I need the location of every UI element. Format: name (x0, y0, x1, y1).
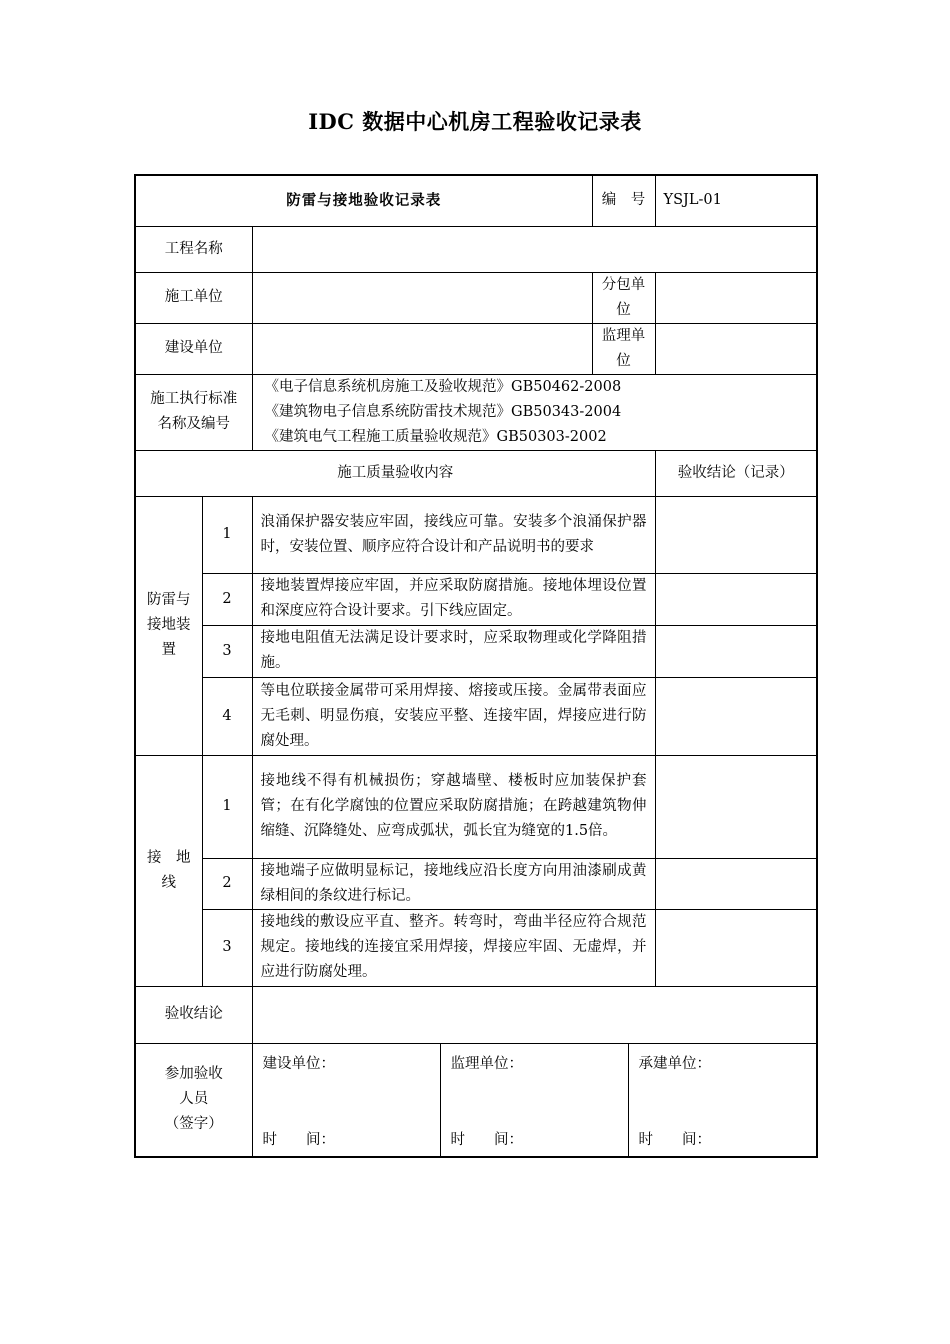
item-conclusion-field[interactable] (655, 573, 817, 625)
item-number: 2 (202, 858, 252, 909)
section-name-line: 线 (161, 874, 176, 891)
item-number: 1 (202, 755, 252, 858)
section-name-line: 置 (161, 642, 176, 658)
item-conclusion-field[interactable] (655, 625, 817, 677)
signature-unit-label: 建设单位： (262, 1055, 335, 1072)
standard-item: 《建筑电气工程施工质量验收规范》GB50303-2002 (264, 428, 607, 445)
signature-unit-label: 承建单位： (638, 1055, 711, 1072)
owner-field[interactable] (252, 323, 592, 374)
inspection-form-table (134, 174, 818, 1158)
signature-block[interactable] (441, 1044, 629, 1156)
item-conclusion-field[interactable] (655, 909, 817, 986)
item-conclusion-field[interactable] (655, 755, 817, 858)
standard-label-line: 名称及编号 (157, 416, 230, 432)
item-number: 3 (202, 625, 252, 677)
signature-time-label: 时 间： (262, 1131, 335, 1148)
item-conclusion-field[interactable] (655, 677, 817, 755)
signature-unit-label: 监理单位： (450, 1055, 523, 1072)
project-name-field[interactable] (252, 226, 817, 272)
subcontractor-label: 分包单位 (592, 272, 655, 323)
item-text: 接地端子应做明显标记，接地线应沿长度方向用油漆刷成黄绿相间的条纹进行标记。 (252, 858, 655, 909)
standard-label (135, 374, 252, 450)
section-name-line: 接 地 (147, 849, 191, 866)
standard-item: 《电子信息系统机房施工及验收规范》GB50462-2008 (264, 378, 622, 395)
subcontractor-field[interactable] (655, 272, 817, 323)
contractor-field[interactable] (252, 272, 592, 323)
standard-label-line: 施工执行标准 (150, 391, 238, 407)
item-text: 接地电阻值无法满足设计要求时，应采取物理或化学降阻措施。 (252, 625, 655, 677)
document-title: IDC 数据中心机房工程验收记录表 (308, 109, 642, 134)
final-conclusion-label: 验收结论 (135, 986, 252, 1043)
number-value[interactable]: YSJL-01 (655, 175, 817, 226)
standards-list (252, 374, 817, 450)
conclusion-header: 验收结论（记录） (655, 450, 817, 496)
section-name-line: 接地装 (147, 617, 191, 633)
item-text: 接地装置焊接应牢固，并应采取防腐措施。接地体埋设位置和深度应符合设计要求。引下线应固定。 (252, 573, 655, 625)
item-text: 接地线不得有机械损伤；穿越墙壁、楼板时应加装保护套管；在有化学腐蚀的位置应采取防腐措施；在跨越建筑物伸缩缝、沉降缝处、应弯成弧状，弧长宜为缝宽的1.5倍。 (252, 755, 655, 858)
item-text: 浪涌保护器安装应牢固，接线应可靠。安装多个浪涌保护器时，安装位置、顺序应符合设计和产品说明书的要求 (252, 496, 655, 573)
supervisor-field[interactable] (655, 323, 817, 374)
signature-block[interactable] (629, 1044, 817, 1156)
participants-label-line: （签字） (164, 1116, 223, 1132)
owner-label: 建设单位 (135, 323, 252, 374)
section-name (135, 755, 202, 986)
content-header: 施工质量验收内容 (135, 450, 655, 496)
contractor-label: 施工单位 (135, 272, 252, 323)
signature-time-label: 时 间： (638, 1131, 711, 1148)
form-title: 防雷与接地验收记录表 (135, 175, 592, 226)
supervisor-label: 监理单位 (592, 323, 655, 374)
item-conclusion-field[interactable] (655, 496, 817, 573)
signature-area (252, 1043, 817, 1157)
item-text: 接地线的敷设应平直、整齐。转弯时，弯曲半径应符合规范规定。接地线的连接宜采用焊接，焊接应牢固、无虚焊，并应进行防腐处理。 (252, 909, 655, 986)
participants-label-line: 参加验收 (164, 1066, 223, 1082)
item-conclusion-field[interactable] (655, 858, 817, 909)
final-conclusion-field[interactable] (252, 986, 817, 1043)
signature-grid (253, 1044, 817, 1156)
item-number: 1 (202, 496, 252, 573)
participants-label-line: 人员 (179, 1091, 209, 1107)
item-number: 2 (202, 573, 252, 625)
signature-time-label: 时 间： (450, 1131, 523, 1148)
number-label: 编 号 (592, 175, 655, 226)
signature-block[interactable] (253, 1044, 441, 1156)
participants-label (135, 1043, 252, 1157)
item-number: 3 (202, 909, 252, 986)
standard-item: 《建筑物电子信息系统防雷技术规范》GB50343-2004 (264, 403, 622, 420)
item-number: 4 (202, 677, 252, 755)
section-name (135, 496, 202, 755)
section-name-line: 防雷与 (147, 592, 191, 608)
project-name-label: 工程名称 (135, 226, 252, 272)
item-text: 等电位联接金属带可采用焊接、熔接或压接。金属带表面应无毛刺、明显伤痕，安装应平整、连接牢固，焊接应进行防腐处理。 (252, 677, 655, 755)
